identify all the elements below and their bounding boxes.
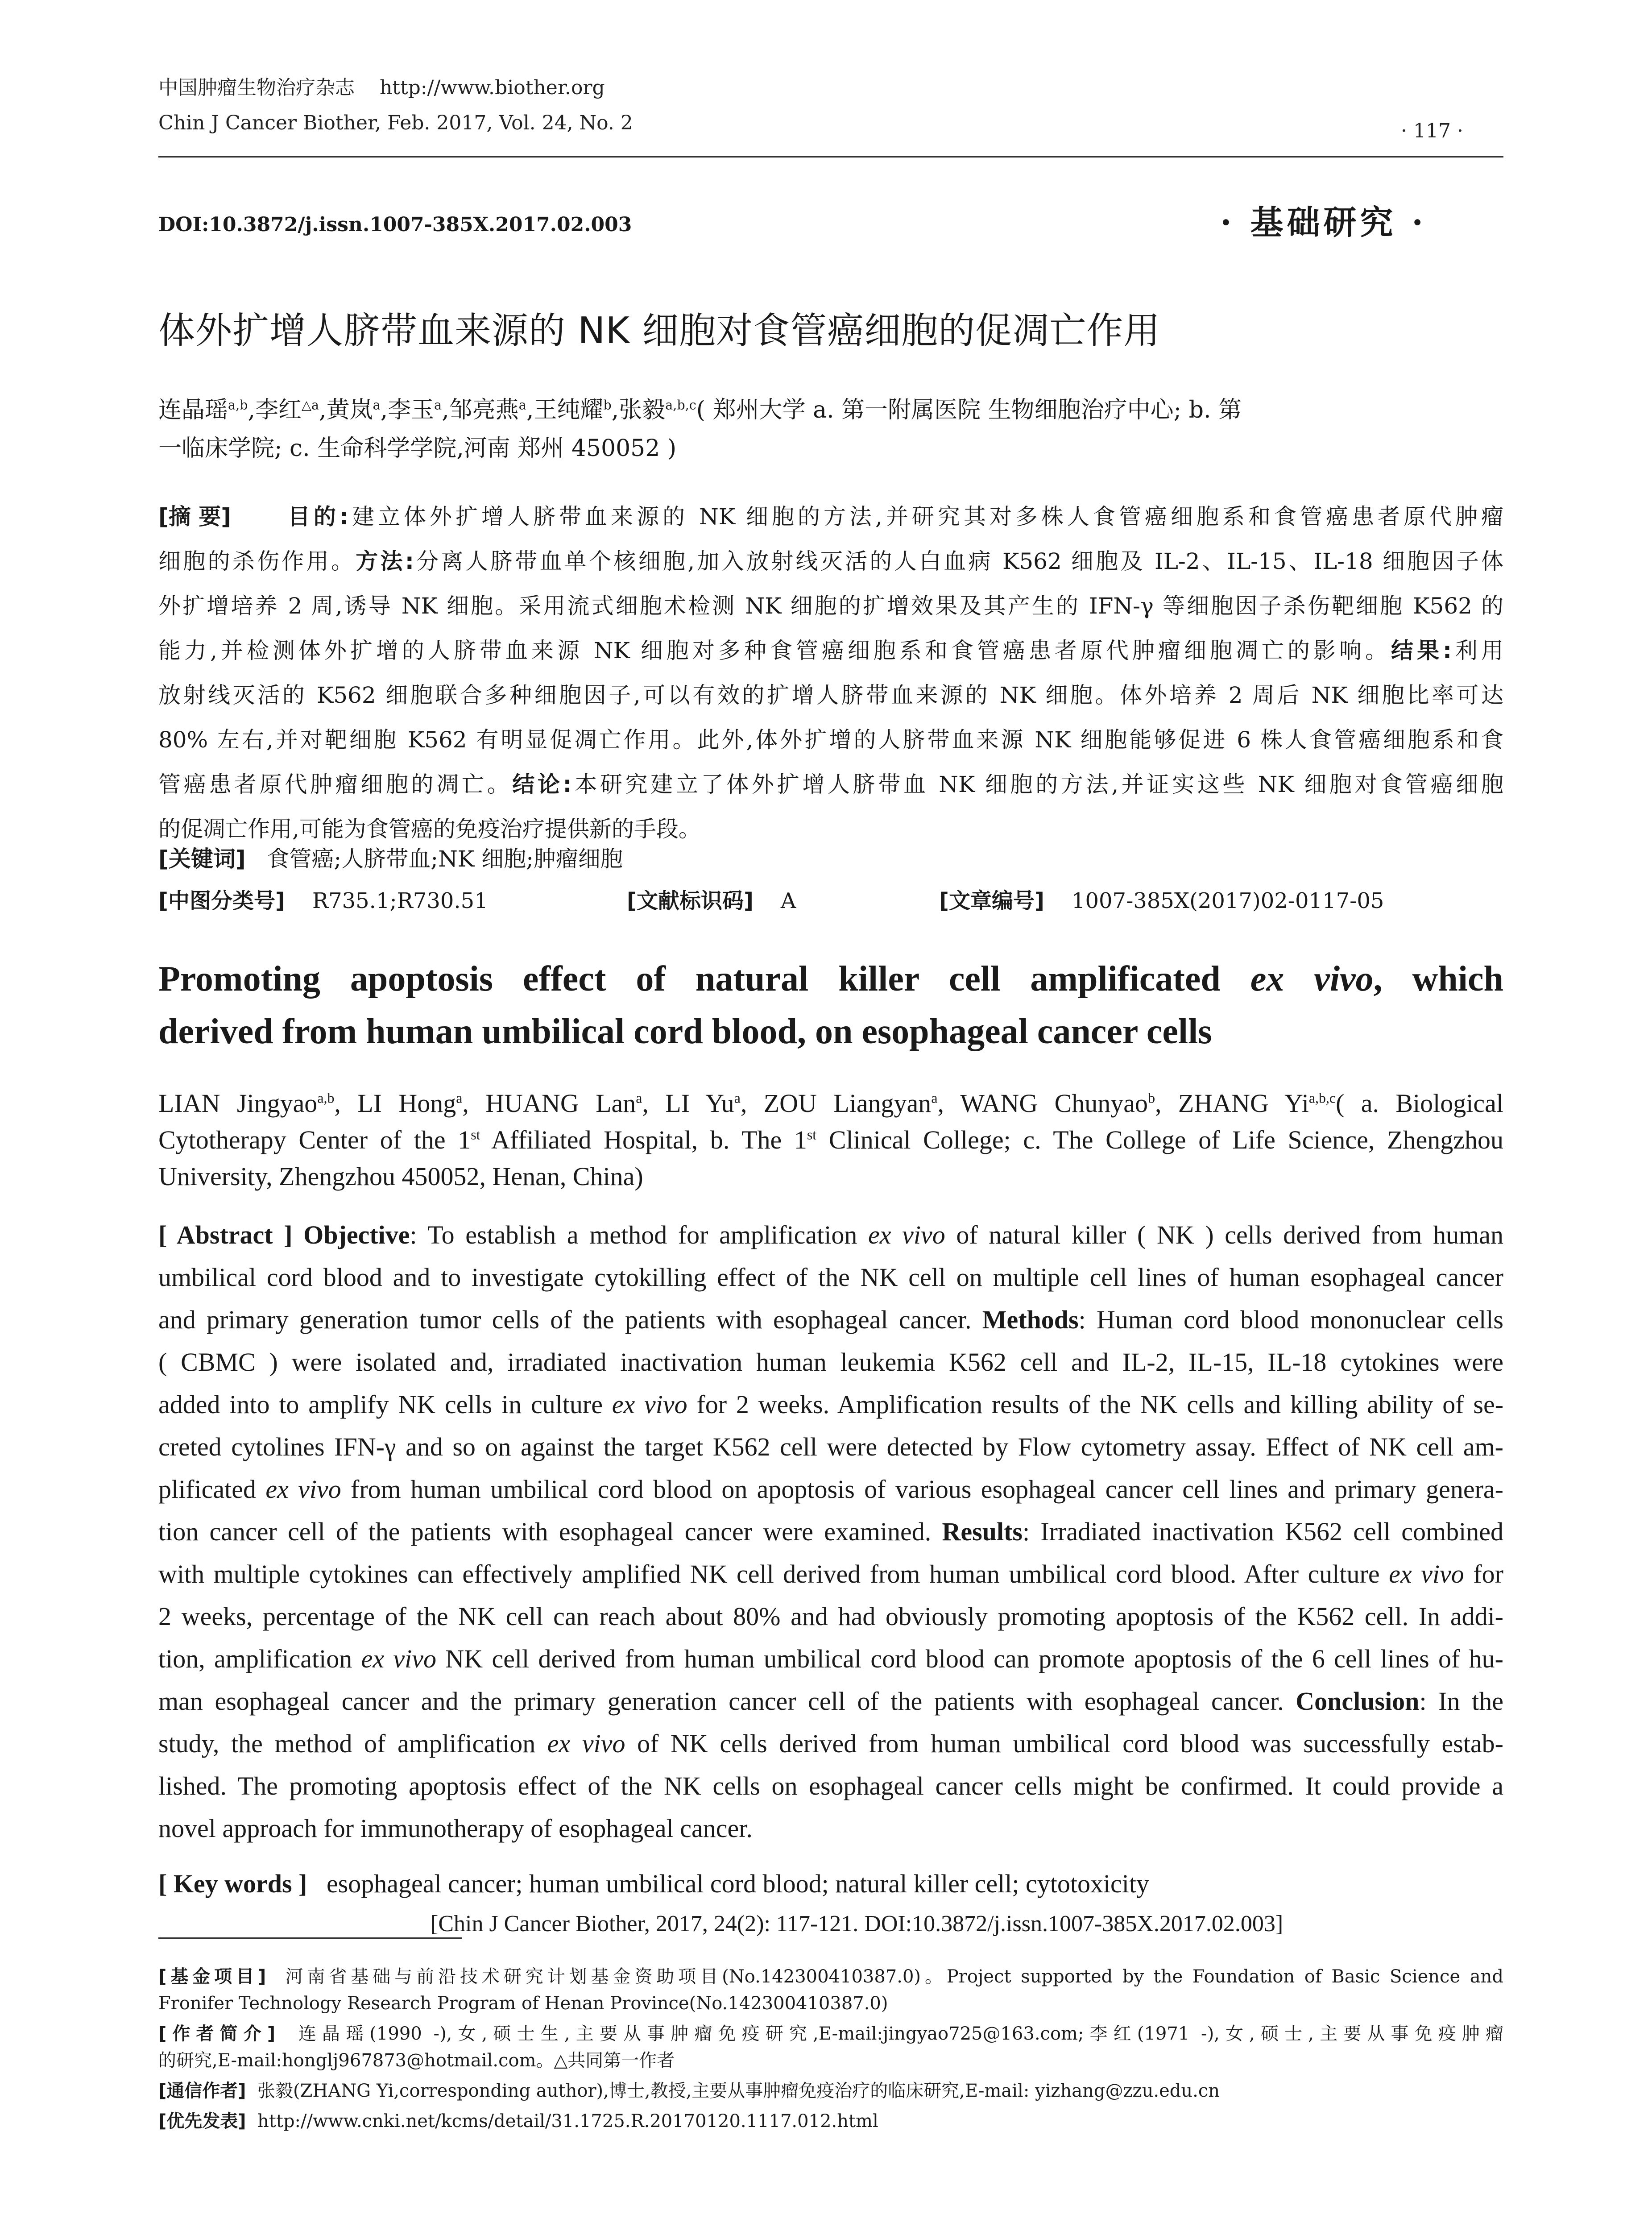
author-text: Clinical College; c. The College of Life Science, Zhengzhou (816, 1125, 1503, 1154)
fund-line2: Fronifer Technology Research Program of Henan Province(No.142300410387.0) (158, 1993, 888, 2014)
affiliation-sup: st (807, 1127, 817, 1143)
affiliation-sup: st (471, 1127, 480, 1143)
abstract-en-text: of natural killer ( NK ) cells derived from human (945, 1220, 1504, 1249)
author-text: ,李玉 (380, 397, 435, 423)
abstract-en-text: added into to amplify NK cells in culture (158, 1390, 612, 1419)
abstract-en-text: of NK cells derived from human umbilical cord blood was successfully estab- (625, 1729, 1503, 1758)
abstract-cn-heading: 结论: (512, 771, 572, 797)
abstract-en-text: : Irradiated inactivation K562 cell combined (1022, 1517, 1503, 1546)
author-text: , LI Yu (642, 1089, 734, 1118)
affiliation-sup: b (603, 397, 612, 413)
abstract-en-line (158, 1510, 1503, 1553)
affiliation-sup: a,b,c (665, 397, 696, 413)
footnotes (158, 1963, 1503, 2135)
abstract-cn-text: 细胞的杀伤作用。 (158, 548, 356, 574)
journal-name-cn: 中国肿瘤生物治疗杂志 (158, 76, 355, 99)
doc-code-value: A (780, 888, 796, 913)
title-en-line2: derived from human umbilical cord blood, on esophageal cancer cells (158, 1012, 1212, 1051)
author-text: LIAN Jingyao (158, 1089, 318, 1118)
abstract-en-text (293, 1220, 304, 1249)
journal-header-cn (158, 71, 605, 100)
abstract-cn-text: 本研究建立了体外扩增人脐带血 NK 细胞的方法,并证实这些 NK 细胞对食管癌细胞 (571, 771, 1503, 797)
affiliation-sup: a (518, 397, 526, 413)
affiliation-sup: a,b (228, 397, 248, 413)
abstract-en-italic: ex vivo (547, 1729, 625, 1758)
authors-cn-line1 (158, 397, 1242, 423)
abstract-en-text: tion, amplification (158, 1644, 361, 1673)
keywords-cn (158, 841, 623, 873)
author-text: ,黄岚 (319, 397, 373, 423)
abstract-en-line (158, 1807, 1503, 1849)
affiliation-sup: a (734, 1090, 741, 1106)
author-text: 连晶瑶 (158, 397, 228, 423)
abstract-en-text: with multiple cytokines can effectively amplified NK cell derived from human umbilical cord blood. After culture (158, 1559, 1389, 1588)
abstract-en-label: [ Abstract ] (158, 1220, 293, 1249)
keywords-en-text: esophageal cancer; human umbilical cord blood; natural killer cell; cytotoxicity (326, 1869, 1150, 1898)
abstract-en-line (158, 1722, 1503, 1765)
header-rule (158, 156, 1503, 158)
affiliation-sup: a,b,c (1308, 1090, 1336, 1106)
abstract-en (158, 1214, 1503, 1849)
abstract-en-line (158, 1680, 1503, 1722)
abstract-cn-heading: 方法: (356, 548, 414, 574)
author-text: ,李红 (248, 397, 302, 423)
journal-header-en: Chin J Cancer Biother, Feb. 2017, Vol. 24, No. 2 (158, 112, 633, 134)
abstract-en-text: novel approach for immunotherapy of esophageal cancer. (158, 1814, 753, 1843)
abstract-en-heading: Results (942, 1517, 1023, 1546)
abstract-cn-text: 的促凋亡作用,可能为食管癌的免疫治疗提供新的手段。 (158, 816, 701, 842)
abstract-en-text: creted cytolines IFN-γ and so on against the target K562 cell were detected by Flow cytometry assay. Effect of NK cell am- (158, 1432, 1503, 1461)
citation: [Chin J Cancer Biother, 2017, 24(2): 117-121. DOI:10.3872/j.issn.1007-385X.2017.02.003] (431, 1911, 1284, 1937)
authors-en-line3: University, Zhengzhou 450052, Henan, China) (158, 1162, 643, 1191)
author-text: , WANG Chunyao (937, 1089, 1148, 1118)
abstract-en-text: ( CBMC ) were isolated and, irradiated inactivation human leukemia K562 cell and IL-2, IL-15, IL-18 cytokines were (158, 1348, 1503, 1377)
abstract-en-text: NK cell derived from human umbilical cord blood can promote apoptosis of the 6 cell lines of hu- (436, 1644, 1503, 1673)
section-tag: · 基础研究 · (1220, 203, 1427, 242)
abstract-en-italic: ex vivo (1389, 1559, 1464, 1588)
doc-code-block (627, 883, 796, 914)
abstract-cn-line (158, 494, 1503, 539)
author-text: ,王纯耀 (526, 397, 604, 423)
keywords-en (158, 1869, 1149, 1899)
author-text: ( a. Biological (1336, 1089, 1503, 1118)
affiliation-sup: a (931, 1090, 938, 1106)
abstract-en-line (158, 1765, 1503, 1807)
author-text: , LI Hong (334, 1089, 456, 1118)
abstract-en-text: man esophageal cancer and the primary generation cancer cell of the patients with esophageal cancer. (158, 1687, 1296, 1716)
abstract-en-line (158, 1383, 1503, 1426)
priority-publication-url[interactable]: http://www.cnki.net/kcms/detail/31.1725.R.20170120.1117.012.html (257, 2111, 878, 2131)
clc-block (158, 883, 488, 914)
abstract-cn-text: 建立体外扩增人脐带血来源的 NK 细胞的方法,并研究其对多株人食管癌细胞系和食管癌患者原代肿瘤 (348, 504, 1503, 530)
page-number: · 117 · (1401, 120, 1463, 142)
doi-line: DOI:10.3872/j.issn.1007-385X.2017.02.003 (158, 213, 632, 236)
authors-en (158, 1085, 1503, 1195)
abstract-cn-text: 80% 左右,并对靶细胞 K562 有明显促凋亡作用。此外,体外扩增的人脐带血来源 NK 细胞能够促进 6 株人食管癌细胞系和食 (158, 727, 1503, 753)
abstract-en-italic: ex vivo (868, 1220, 945, 1249)
abstract-en-heading: Objective (303, 1220, 410, 1249)
abstract-cn-text: 放射线灭活的 K562 细胞联合多种细胞因子,可以有效的扩增人脐带血来源的 NK 细胞。体外培养 2 周后 NK 细胞比率可达 (158, 682, 1503, 708)
abstract-en-italic: ex vivo (361, 1644, 437, 1673)
abstract-en-text: plificated (158, 1475, 266, 1504)
abstract-en-line (158, 1256, 1503, 1298)
abstract-cn-line (158, 584, 1503, 628)
abstract-en-line (158, 1468, 1503, 1510)
authors-cn (158, 391, 1242, 468)
title-cn: 体外扩增人脐带血来源的 NK 细胞对食管癌细胞的促凋亡作用 (158, 310, 1161, 352)
keywords-en-label: [ Key words ] (158, 1869, 307, 1898)
fund-line1: [基金项目] 河南省基础与前沿技术研究计划基金资助项目(No.142300410387.0)。Project supported by the Foundation of Basic Science and (158, 1966, 1503, 1987)
author-text: , HUANG Lan (462, 1089, 636, 1118)
abstract-en-text: lished. The promoting apoptosis effect of the NK cells on esophageal cancer cells might be confirmed. It could provide a (158, 1771, 1503, 1800)
affiliation-sup: a (636, 1090, 642, 1106)
authors-en-line2 (158, 1122, 1503, 1158)
abstract-en-italic: ex vivo (612, 1390, 687, 1419)
abstract-cn (158, 494, 1503, 851)
author-text: Affiliated Hospital, b. The 1 (480, 1125, 807, 1154)
abstract-cn-text: 分离人脐带血单个核细胞,加入放射线灭活的人白血病 K562 细胞及 IL-2、IL-15、IL-18 细胞因子体 (414, 548, 1503, 574)
abstract-cn-text: 利用 (1452, 638, 1504, 663)
affiliation-sup: a (456, 1090, 463, 1106)
author-info-line1: [作者简介] 连晶瑶(1990 -),女,硕士生,主要从事肿瘤免疫研究,E-mail:jingyao725@163.com;李红(1971 -),女,硕士,主要从事免疫肿瘤 (158, 2024, 1504, 2044)
abstract-cn-label: [摘 要] (158, 504, 232, 530)
affiliation-sup: △a (302, 397, 319, 413)
clc-label: [中图分类号] (158, 888, 285, 913)
abstract-en-line (158, 1298, 1503, 1341)
keywords-cn-text: 食管癌;人脐带血;NK 细胞;肿瘤细胞 (267, 846, 623, 872)
abstract-cn-text: 外扩增培养 2 周,诱导 NK 细胞。采用流式细胞术检测 NK 细胞的扩增效果及其产生的 IFN-γ 等细胞因子杀伤靶细胞 K562 的 (158, 593, 1503, 619)
author-text: Cytotherapy Center of the 1 (158, 1125, 471, 1154)
abstract-en-text: for (1464, 1559, 1503, 1588)
abstract-en-text: umbilical cord blood and to investigate cytokilling effect of the NK cell on multiple cell lines of human esophageal cancer (158, 1263, 1503, 1292)
affiliation-sup: a,b (317, 1090, 335, 1106)
abstract-en-text: : In the (1419, 1687, 1503, 1716)
abstract-en-text: from human umbilical cord blood on apoptosis of various esophageal cancer cell lines and primary genera- (341, 1475, 1503, 1504)
abstract-en-heading: Methods (982, 1305, 1079, 1334)
article-number-value: 1007-385X(2017)02-0117-05 (1071, 888, 1384, 913)
abstract-cn-line (158, 673, 1503, 717)
author-text: , ZOU Liangyan (740, 1089, 932, 1118)
journal-url[interactable]: http://www.biother.org (379, 76, 605, 99)
abstract-cn-line (158, 717, 1503, 762)
affiliation-sup: b (1148, 1090, 1155, 1106)
title-en-line1: Promoting apoptosis effect of natural killer cell amplificated ex vivo, which (158, 959, 1503, 999)
author-text: ,张毅 (611, 397, 666, 423)
clc-value: R735.1;R730.51 (312, 888, 488, 913)
abstract-en-line (158, 1426, 1503, 1468)
keywords-cn-label: [关键词] (158, 846, 246, 872)
abstract-en-text: : Human cord blood mononuclear cells (1078, 1305, 1503, 1334)
abstract-cn-heading: 结果: (1391, 638, 1452, 663)
abstract-cn-line (158, 628, 1503, 673)
abstract-en-text: and primary generation tumor cells of the patients with esophageal cancer. (158, 1305, 982, 1334)
abstract-cn-heading: 目的: (288, 504, 349, 530)
article-number-label: [文章编号] (939, 888, 1044, 913)
author-text: , ZHANG Yi (1155, 1089, 1309, 1118)
article-number-block (939, 883, 1384, 914)
abstract-en-line (158, 1595, 1503, 1638)
abstract-en-italic: ex vivo (265, 1475, 341, 1504)
abstract-cn-text: 能力,并检测体外扩增的人脐带血来源 NK 细胞对多种食管癌细胞系和食管癌患者原代肿瘤细胞凋亡的影响。 (158, 638, 1391, 663)
abstract-cn-line (158, 762, 1503, 807)
corresponding-author: [通信作者] 张毅(ZHANG Yi,corresponding author),博士,教授,主要从事肿瘤免疫治疗的临床研究,E-mail: yizhang@zzu.edu.cn (158, 2081, 1220, 2101)
abstract-en-line (158, 1553, 1503, 1595)
footnote-rule (158, 1937, 462, 1939)
authors-en-line1 (158, 1085, 1503, 1122)
abstract-en-text: for 2 weeks. Amplification results of the NK cells and killing ability of se- (687, 1390, 1504, 1419)
author-info-line2: 的研究,E-mail:honglj967873@hotmail.com。△共同第一作者 (158, 2050, 675, 2071)
abstract-en-heading: Conclusion (1296, 1687, 1420, 1716)
abstract-en-line (158, 1341, 1503, 1383)
abstract-en-text: tion cancer cell of the patients with esophageal cancer were examined. (158, 1517, 942, 1546)
abstract-en-text: 2 weeks, percentage of the NK cell can reach about 80% and had obviously promoting apoptosis of the K562 cell. In addi- (158, 1602, 1503, 1631)
priority-publication: [优先发表] http://www.cnki.net/kcms/detail/31.1725.R.20170120.1117.012.html (158, 2111, 878, 2131)
abstract-en-line (158, 1214, 1503, 1256)
abstract-en-line (158, 1638, 1503, 1680)
doc-code-label: [文献标识码] (627, 888, 754, 913)
affiliation-sup: a (373, 397, 381, 413)
title-en (158, 953, 1503, 1058)
affiliation-sup: a (434, 397, 442, 413)
abstract-en-text: study, the method of amplification (158, 1729, 547, 1758)
author-text: ,邹亮燕 (442, 397, 519, 423)
abstract-cn-line (158, 539, 1503, 584)
abstract-en-text: : To establish a method for amplification (410, 1220, 868, 1249)
authors-cn-line2: 一临床学院; c. 生命科学学院,河南 郑州 450052 ) (158, 435, 677, 462)
author-text: ( 郑州大学 a. 第一附属医院 生物细胞治疗中心; b. 第 (696, 397, 1242, 423)
abstract-cn-text: 管癌患者原代肿瘤细胞的凋亡。 (158, 771, 513, 797)
